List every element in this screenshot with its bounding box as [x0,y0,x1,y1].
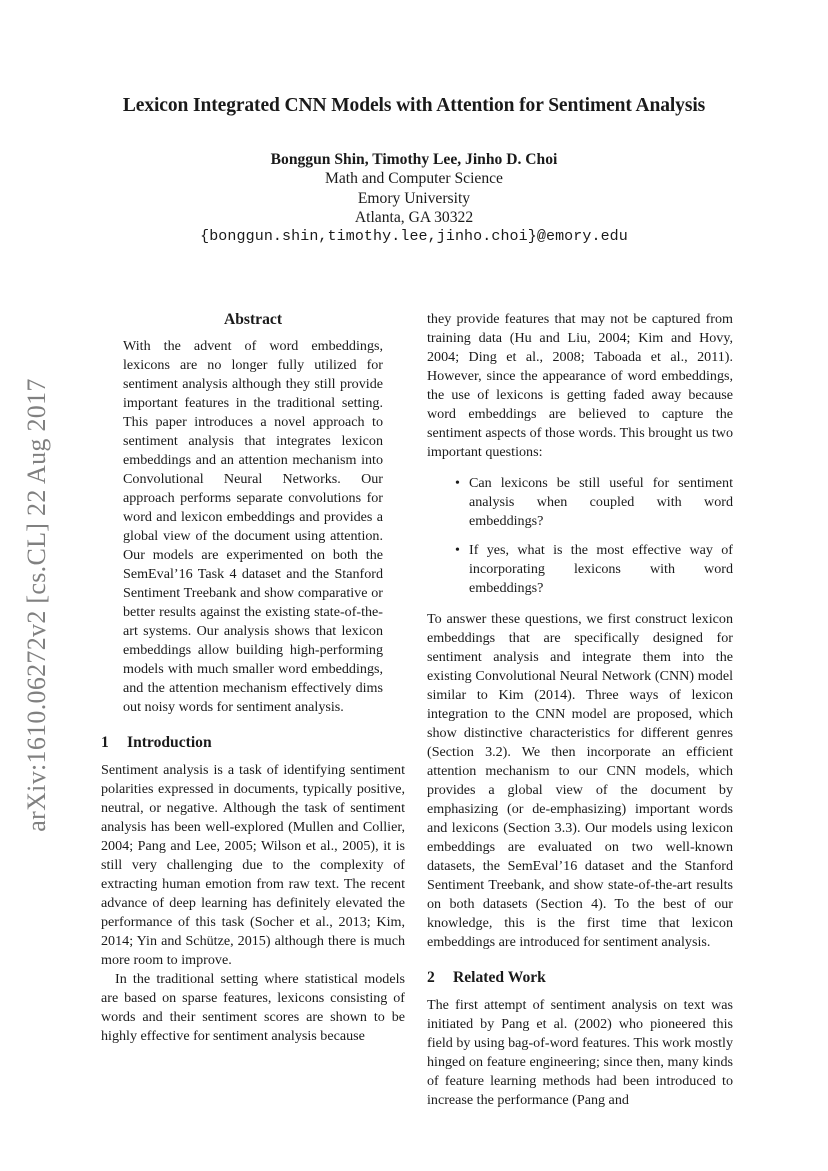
author-department: Math and Computer Science [325,170,503,188]
intro-paragraph-4: To answer these questions, we first construct lexicon embeddings that are specifically designed for sentiment analysis and integrate them into the existing Convolutional Neural Network (CNN) model similar to Kim (2014). Three ways of lexicon integration to the CNN model are proposed, which show distinctive characteristics for different genres (Section 3.2). We then incorporate an efficient attention mechanism to our CNN models, which provides a global view of the document by emphasizing (or de-emphasizing) important words and lexicons (Section 3.3). Our models using lexicon embeddings are evaluated on two well-known datasets, the SemEval’16 dataset and the Stanford Sentiment Treebank, and show state-of-the-art results on both datasets (Section 4). To the best of our knowledge, this is the first time that lexicon embeddings are introduced for sentiment analysis. [427,611,733,950]
right-column [427,310,733,1110]
section-number: 2 [427,969,435,986]
intro-paragraph-3: they provide features that may not be captured from training data (Hu and Liu, 2004; Kim and Hovy, 2004; Ding et al., 2008; Taboada et al., 2011). However, since the appearance of word embeddings, the use of lexicons is getting faded away because word embeddings are believed to capture the sentiment aspects of those words. This brought us two important questions: [427,311,733,460]
research-question: • If yes, what is the most effective way of incorporating lexicons with word embeddings? [455,542,733,596]
section-title: Introduction [127,734,212,751]
arxiv-stamp-text: arXiv:1610.06272v2 [cs.CL] 22 Aug 2017 [22,378,51,832]
author-block [0,150,828,246]
abstract-body: With the advent of word embeddings, lexicons are no longer fully utilized for sentiment analysis although they still provide important features in the traditional setting. This paper introduces a novel approach to sentiment analysis that integrates lexicon embeddings and an attention mechanism into Convolutional Neural Networks. Our approach performs separate convolutions for word and lexicon embeddings and provides a global view of the document using attention. Our models are experimented on both the SemEval’16 Task 4 dataset and the Stanford Sentiment Treebank and show comparative or better results against the existing state-of-the-art systems. Our analysis shows that lexicon embeddings allow building high-performing models with much smaller word embeddings, and the attention mechanism effectively dims out noisy words for sentiment analysis. [123,338,383,715]
abstract-heading: Abstract [223,311,283,328]
author-email: {bonggun.shin,timothy.lee,jinho.choi}@emory.edu [200,228,628,246]
paper-title: Lexicon Integrated CNN Models with Attention for Sentiment Analysis [122,95,706,116]
related-paragraph-1: The first attempt of sentiment analysis on text was initiated by Pang et al. (2002) who pioneered this field by using bag-of-word features. This work mostly hinged on feature engineering; since then, many kinds of feature learning methods had been introduced to increase the performance (Pang and [427,997,733,1108]
arxiv-stamp [22,360,52,850]
author-location: Atlanta, GA 30322 [354,208,474,226]
section-number: 1 [101,734,109,751]
research-questions [427,474,733,598]
intro-paragraph-2: In the traditional setting where statistical models are based on sparse features, lexicons consisting of words and their sentiment scores are shown to be highly effective for sentiment analysis because [101,971,405,1044]
section-title: Related Work [453,969,546,986]
author-names: Bonggun Shin, Timothy Lee, Jinho D. Choi [270,151,558,168]
research-question: • Can lexicons be still useful for sentiment analysis when coupled with word embeddings? [455,475,733,529]
bullet-glyph: • [455,475,460,491]
section-heading-introduction [101,733,405,753]
section-heading-related-work [427,968,733,988]
bullet-glyph: • [455,542,460,558]
left-column [101,310,405,1046]
intro-paragraph-1: Sentiment analysis is a task of identifying sentiment polarities expressed in documents, typically positive, neutral, or negative. Although the task of sentiment analysis has been well-explored (Mullen and Collier, 2004; Pang and Lee, 2005; Wilson et al., 2005), it is still very challenging due to the complexity of extracting human emotion from raw text. The recent advance of deep learning has definitely elevated the performance of this task (Socher et al., 2013; Kim, 2014; Yin and Schütze, 2015) although there is much more room to improve. [101,762,405,968]
author-university: Emory University [357,189,471,207]
